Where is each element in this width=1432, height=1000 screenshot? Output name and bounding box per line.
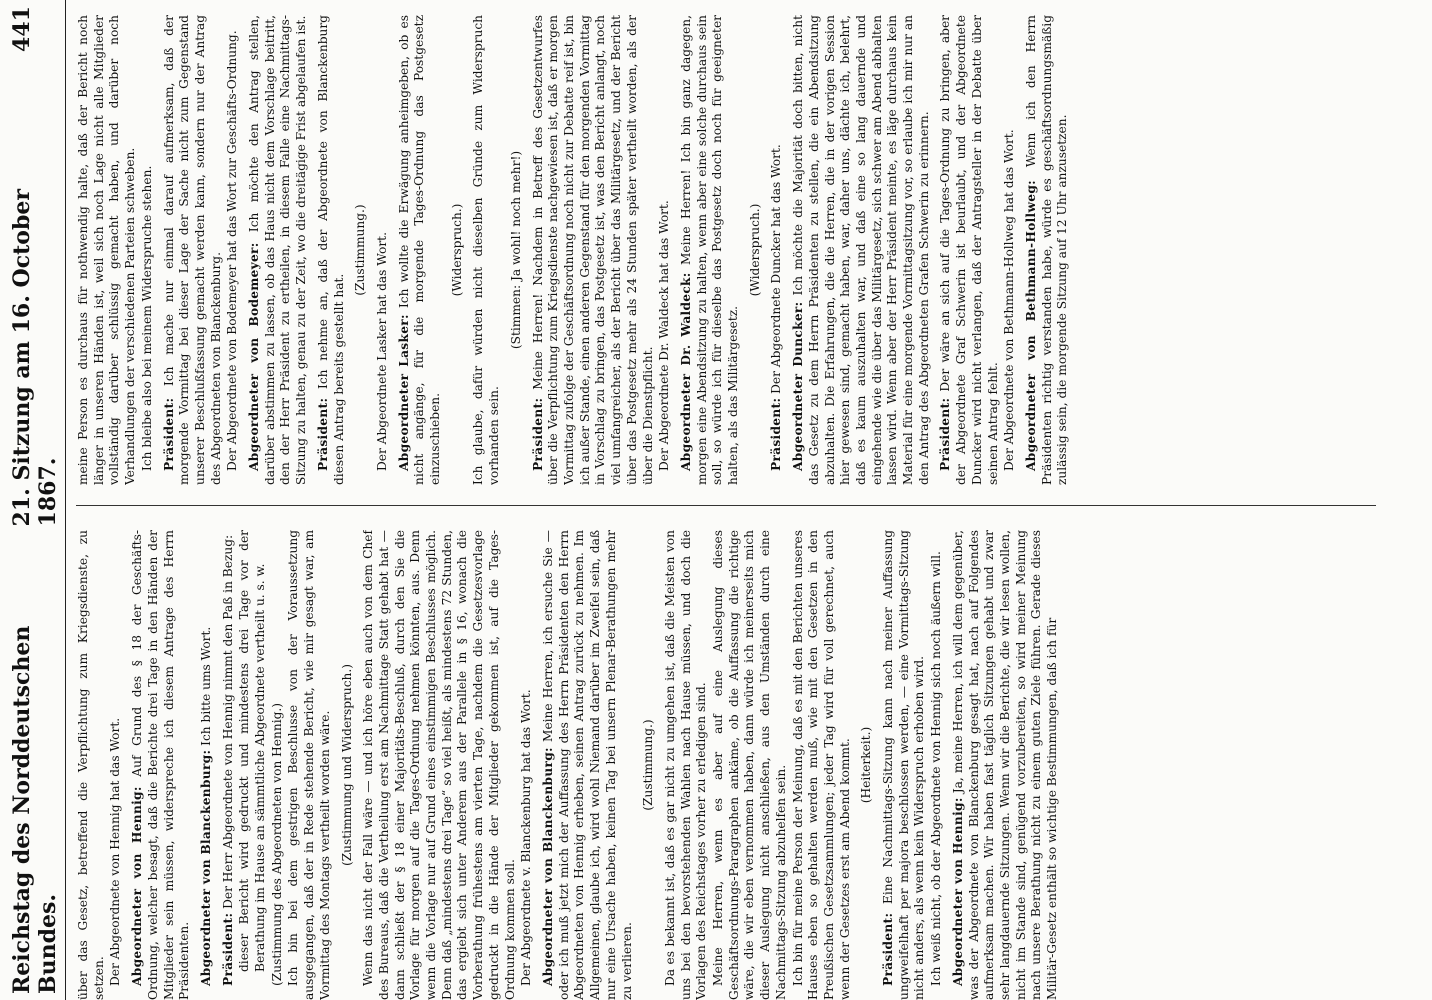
- text-paragraph: Ich weiß nicht, ob der Abgeordnete von Hennig sich noch äußern will.: [929, 551, 944, 986]
- speech-text: Meine Herren! Nachdem in Betreff des Gesetzentwurfes über die Verpflichtung zum Kriegsdienste nachgewiesen ist, daß er morgen Vormittag zufolge der Geschäftsordnung noch nicht zur Debatte reif ist, bin ich außer Stande, einen anderen Gegenstand für den morgenden Vormittag in Vorschlag zu bringen, das Postgesetz ist, was den Bericht anlangt, noch viel umfangreicher, als der Bericht über das Militärgesetz, und der Bericht über das Postgesetz mehr als 24 Stunden später vertheilt worden, als der über die Dienstpflicht.: [530, 15, 655, 485]
- speech-text: Ich möchte den Antrag stellen, darüber abstimmen zu lassen, ob das Haus nicht dem Vorschlage beitritt, den der Herr Präsident zu ertheilen, in diesem Falle eine Nachmittags-Sitzung zu halten, genau zu der Zeit, wo die dreitägige Frist abgelaufen ist.: [247, 15, 309, 485]
- speech-text: Eine Nachmittags-Sitzung kann nach meiner Auffassung ungweifelhaft per majora beschlossen werden, — eine Vormittags-Sitzung nicht anders, als wenn kein Widerspruch erhoben wird.: [881, 530, 927, 1000]
- stage-direction: (Widerspruch.): [747, 203, 762, 297]
- speech-text: Der wäre an sich auf die Tages-Ordnung zu bringen, aber der Abgeordnete Graf Schwerin ist beurlaubt, und der Abgeordnete Duncker wird nicht verlangen, daß der Antragsteller in der Debatte über seinen Antrag fehlt.: [938, 15, 1000, 485]
- speech-text: Der Abgeordnete Duncker hat das Wort.: [769, 144, 784, 398]
- text-paragraph: Ich bin bei dem gestrigen Beschlusse von der Voraussetzung ausgegangen, daß der in Rede stehende Bericht, wie mir gesagt war, am Vormittag des Montags vertheilt worden wäre.: [286, 530, 332, 1000]
- speech-paragraph: [881, 530, 928, 1000]
- speech-text: Ich wollte die Erwägung anheimgeben, ob es nicht angänge, für die morgende Tages-Ordnung das Postgesetz einzuschieben.: [396, 15, 443, 485]
- speech-text: Ich nehme an, daß der Abgeordnete von Blanckenburg diesen Antrag bereits gestellt hat.: [315, 15, 346, 485]
- speech-paragraph: [199, 530, 215, 1000]
- text-columns: [76, 0, 1386, 1000]
- speech-paragraph: [130, 530, 193, 1000]
- speaker-name: Präsident:: [315, 397, 330, 471]
- speaker-name: Präsident:: [938, 397, 953, 471]
- speaker-name: Abgeordneter Dr. Waldeck:: [678, 272, 693, 471]
- footer-attribution: [1408, 6, 1428, 994]
- speech-paragraph: [541, 530, 635, 1000]
- speech-paragraph: [221, 530, 237, 1000]
- speech-paragraph: [531, 15, 657, 485]
- speaker-name: Präsident:: [220, 912, 235, 986]
- text-paragraph: Der Abgeordnete Dr. Waldeck hat das Wort.: [657, 200, 672, 471]
- text-paragraph: Der Abgeordnete von Bethmann-Hollweg hat das Wort.: [1002, 129, 1017, 471]
- speech-paragraph: [397, 15, 444, 485]
- stage-direction: (Widerspruch.): [449, 203, 464, 297]
- speaker-name: Abgeordneter von Bethmann-Hollweg:: [1023, 180, 1038, 471]
- speech-paragraph: [162, 15, 225, 485]
- stage-direction: (Zustimmung.): [641, 719, 656, 811]
- speech-paragraph: [679, 15, 742, 485]
- rotated-page-content: [9, 0, 1406, 1000]
- text-paragraph: (Zustimmung des Abgeordneten von Hennig.): [269, 702, 284, 986]
- speaker-name: Präsident:: [530, 397, 545, 471]
- text-paragraph: Wenn das nicht der Fall wäre — und ich höre eben auch von dem Chef des Bureaus, daß die Vertheilung erst am Nachmittage Statt gehabt hat — dann schließt der § 18 einer Majoritäts-Beschluß, durch den Sie die Vorlage für morgen auf die Tages-Ordnung nehmen könnten, aus. Denn wenn die Vorlage nur auf Grund eines einstimmigen Beschlusses möglich. Denn daß „mindestens drei Tage“ so viel heißt, als mindestens 72 Stunden, das ergiebt sich unter Anderem aus der Parallele in § 16, wonach die Vorberathung frühestens am vierten Tage, nachdem die Gesetzesvorlage gedruckt in die Hände der Mitglieder gekommen ist, auf die Tages-Ordnung kommen soll.: [361, 530, 517, 1000]
- text-paragraph: Ich bin für meine Person der Meinung, daß es mit den Berichten unseres Hauses eben so gehalten werden muß, wie mit den Gesetzen in den Preußischen Gesetzsammlungen; jeder Tag wird für voll gerechnet, auch wenn der Gesetzes erst am Abend kommt.: [790, 530, 852, 1000]
- speech-paragraph: [938, 15, 1001, 485]
- stage-direction: (Heiterkeit.): [859, 726, 874, 804]
- speaker-name: Präsident:: [161, 397, 176, 471]
- speech-paragraph: [791, 15, 932, 485]
- speech-text: Wenn ich den Herrn Präsidenten richtig verstanden habe, würde es geschäftsordnungsmäßig zulässig sein, die morgende Sitzung auf 12 Uhr anzusetzen.: [1023, 15, 1070, 485]
- speaker-name: Abgeordneter von Hennig:: [130, 786, 145, 986]
- speech-text: Ich mache nur einmal darauf aufmerksam, daß der morgende Vormittag bei dieser Lage der Sache nicht zum Gegenstand unserer Beschlußfassung gemacht werden kann, sondern nur der Antrag des Abgeordneten von Blanckenburg.: [161, 15, 223, 485]
- stage-direction: (Zustimmung und Widerspruch.): [339, 663, 354, 867]
- header-left-title: Reichstag des Norddeutschen Bundes.: [9, 625, 61, 994]
- speech-text: Der Herr Abgeordnete von Hennig nimmt den Paß in Bezug:: [220, 534, 235, 913]
- stage-direction: (Stimmen: Ja wohl! noch mehr!): [508, 150, 523, 350]
- speech-paragraph: [1024, 15, 1071, 485]
- speech-paragraph: [316, 15, 347, 485]
- text-paragraph: Der Abgeordnete von Bodemeyer hat das Wort zur Geschäfts-Ordnung.: [225, 30, 240, 471]
- speech-paragraph: [769, 15, 785, 485]
- speaker-name: Abgeordneter von Blanckenburg:: [198, 749, 213, 986]
- text-paragraph: Meine Herren, wenn es aber auf eine Auslegung dieses Geschäftsordnungs-Paragraphen ankäme, ob die Auffassung die richtige wäre, die wir eben vernommen haben, dann würde ich meinerseits mich dieser Auslegung nicht anschließen, aus den Umständen durch eine Nachmittags-Sitzung abzuhelfen sein.: [711, 530, 788, 1000]
- text-paragraph: Ich bleibe also bei meinem Widerspruche stehen.: [139, 165, 154, 471]
- left-column: [76, 530, 1386, 1000]
- speaker-name: Präsident:: [769, 397, 784, 471]
- speech-text: Ja, meine Herren, ich will dem gegenüber, was der Abgeordnete von Blanckenburg gesagt hat, nach auf Folgendes aufmerksam machen. Wir haben fast täglich Sitzungen gehabt und zwar sehr langdauernde Sitzungen. Wenn wir die Berichte, die wir lesen wollen, nicht im Stande sind, genügend vorzubereiten, so wird meiner Meinung nach unsere Berathung nicht zu einem guten Ziele führen. Gerade dieses Militär-Gesetz enthält so wichtige Bestimmungen, daß ich für: [950, 530, 1060, 1000]
- column-divider: [76, 505, 1376, 506]
- speech-text: Meine Herren, ich ersuche Sie — oder ich muß jetzt mich der Auffassung des Herrn Präsidenten den Herrn Abgeordneten von Hennig erheben, seinen Antrag zurück zu nehmen. Im Allgemeinen, glaube ich, wird wohl Niemand darüber im Zweifel sein, daß nur eine Ursache haben, keinen Tag bei unsern Plenar-Berathungen mehr zu verlieren.: [540, 530, 634, 1000]
- speech-text: Ich möchte die Majorität doch bitten, nicht das Gesetz zu dem Herrn Präsidenten zu stellen, die ein Abendsitzung abzuhalten. Die Erfahrungen, die die Herren, die in der vorigen Session hier gewesen sind, gemacht haben, war, daher uns, dächte ich, belehrt, daß es kaum auszuhalten war, und daß eine so lang dauernde und eingehende wie die über das Militärgesetz, sich schwer am Abend abhalten lassen wird. Wenn aber der Herr Präsident meinte, es läge durchaus kein Material für eine morgende Vormittagsitzung vor, so erlaube ich mir nur an den Antrag des Abgeordneten Grafen Schwerin zu erinnern.: [791, 15, 931, 485]
- page-header: [9, 0, 66, 1000]
- speaker-name: Abgeordneter Lasker:: [396, 314, 411, 471]
- speech-paragraph: [247, 15, 310, 485]
- speech-text: Meine Herren! Ich bin ganz dagegen, morgen eine Abendsitzung zu halten, wenn aber eine solche durchaus sein soll, so würde ich für dieselbe das Postgesetz doch noch für geeigneter halten, als das Militärgesetz.: [678, 15, 741, 485]
- stage-direction: (Zustimmung.): [353, 204, 368, 296]
- text-paragraph: Der Abgeordnete v. Blanckenburg hat das Wort.: [519, 689, 534, 986]
- speaker-name: Präsident:: [881, 912, 896, 986]
- header-session: 21. Sitzung am 16. October 1867.: [9, 189, 61, 527]
- speaker-name: Abgeordneter Duncker:: [791, 301, 806, 471]
- quoted-rule: dieser Bericht wird gedruckt und mindestens drei Tage vor der Berathung im Hause an sämmtliche Abgeordnete vertheilt u. s. w.: [237, 530, 268, 972]
- right-column: [76, 15, 1386, 485]
- speech-text: Auf Grund des § 18 der Geschäfts-Ordnung, welcher besagt, daß die Berichte drei Tage in den Händen der Mitglieder sein müssen, widerspreche ich diesem Antrage des Herrn Präsidenten.: [130, 530, 192, 1000]
- speaker-name: Abgeordneter von Blanckenburg:: [540, 747, 555, 986]
- text-paragraph: Der Abgeordnete von Hennig hat das Wort.: [108, 717, 123, 986]
- speaker-name: Abgeordneter von Hennig:: [950, 797, 965, 986]
- text-paragraph: Der Abgeordnete Lasker hat das Wort.: [374, 232, 389, 471]
- text-paragraph: Da es bekannt ist, daß es gar nicht zu umgehen ist, daß die Meisten von uns bei den bevorstehenden Wahlen nach Hause müssen, und doch die Vorlagen des Reichstages vorher zu erledigen sind.: [662, 530, 709, 1000]
- speaker-name: Abgeordneter von Bodemeyer:: [247, 242, 262, 471]
- text-paragraph: meine Person es durchaus für nothwendig halte, daß der Bericht noch länger in unseren Händen ist, weil sich noch Lage nicht alle Mitglieder vollständig darüber schlüssig gemacht haben, und darüber noch Verhandlungen der verschiedenen Parteien schweben.: [76, 15, 138, 485]
- text-paragraph: Ich glaube, dafür würden nicht dieselben Gründe zum Widerspruch vorhanden sein.: [471, 15, 502, 485]
- page-number: 441: [9, 6, 35, 52]
- speech-text: Ich bitte ums Wort.: [198, 626, 213, 750]
- speech-paragraph: [951, 530, 1061, 1000]
- text-paragraph: über das Gesetz, betreffend die Verpflichtung zum Kriegsdienste, zu setzen.: [76, 530, 106, 1000]
